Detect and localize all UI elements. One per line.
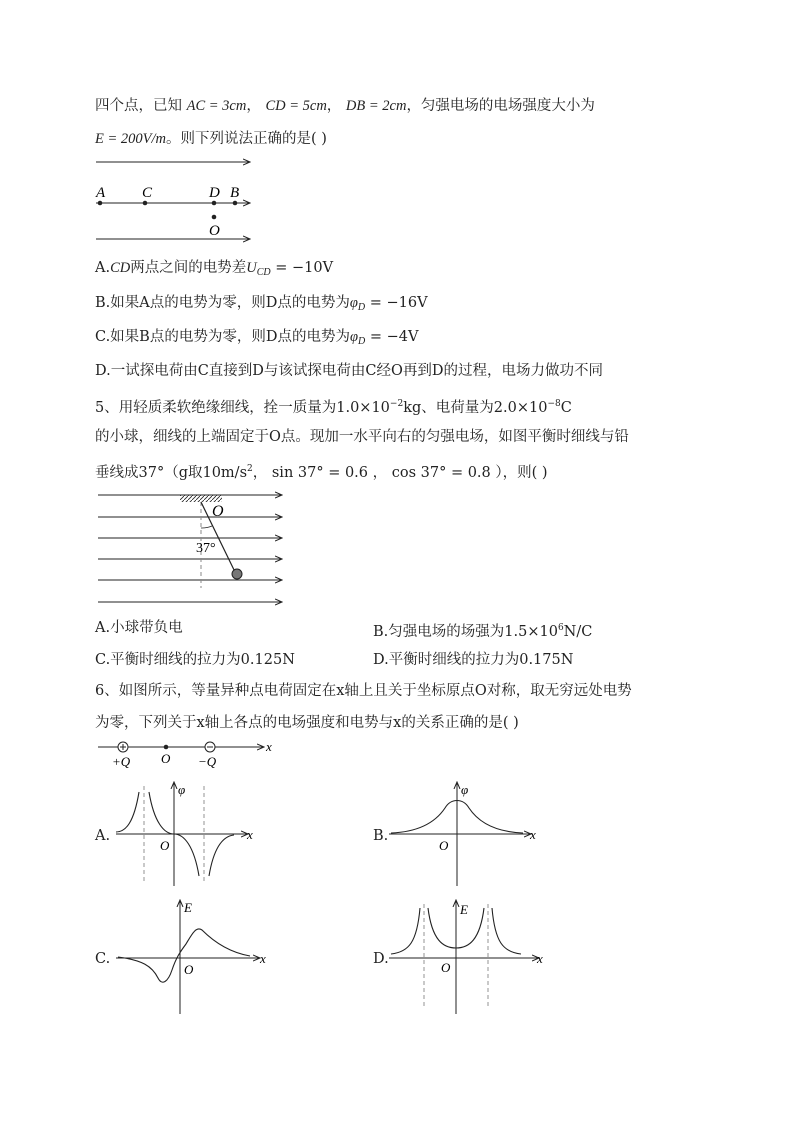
q5-text-line1: 5、用轻质柔软绝缘细线，拴一质量为$1.0\times 10^{-2}kg$、电荷量为$2.0\times 10^{-8}C$	[95, 399, 572, 416]
q4-option-a: A.CD两点之间的电势差$U_{CD} = -10V$	[95, 260, 334, 278]
q4-option-b: B.如果A点的电势为零，则D点的电势为$\varphi_D = -16V$	[95, 295, 428, 313]
label-a: A	[96, 185, 106, 201]
graph-d	[387, 896, 557, 1016]
q5-figure	[96, 488, 296, 608]
svg-text:O: O	[441, 960, 451, 975]
angle-arc	[201, 526, 212, 528]
graph-c-label: C.	[95, 951, 111, 967]
label-angle: 37°	[196, 541, 216, 556]
q5-option-c: C.平衡时细线的拉力为0.125N	[95, 652, 295, 668]
ceiling-hatch	[180, 495, 222, 502]
point-o	[212, 215, 217, 220]
graph-d-label: D.	[373, 951, 389, 967]
label-o: O	[209, 223, 220, 239]
axis-x-label: x	[266, 739, 272, 754]
svg-text:x: x	[537, 951, 543, 966]
svg-text:x: x	[247, 827, 253, 842]
q5-option-a: A.小球带负电	[95, 620, 183, 636]
q5-text-line3: 垂线成37°（g取$10m/s^2$， sin 37° = 0.6 ， cos 37° = 0.8 ），则( )	[95, 464, 548, 481]
svg-text:x: x	[260, 951, 266, 966]
q4-option-c: C.如果B点的电势为零，则D点的电势为$\varphi_D = -4V$	[95, 329, 419, 347]
q5-option-d: D.平衡时细线的拉力为0.175N	[373, 652, 574, 668]
label-minus-q: −Q	[198, 754, 217, 769]
point-a	[98, 201, 103, 206]
q4-option-d: D.一试探电荷由C直接到D与该试探电荷由C经O再到D的过程，电场力做功不同	[95, 363, 604, 379]
curve-right	[209, 835, 234, 876]
q5-option-b: B.匀强电场的场强为$1.5\times 10^6N/C$	[373, 623, 593, 640]
svg-text:E: E	[184, 900, 192, 915]
label-plus-q: +Q	[112, 754, 131, 769]
svg-text:φ: φ	[461, 782, 469, 797]
curve-left	[116, 792, 139, 832]
label-b: B	[230, 185, 240, 201]
label-d: D	[209, 185, 220, 201]
label-o: O	[161, 751, 171, 766]
db-value: DB = 2cm	[345, 98, 407, 114]
ac-value: AC = 3cm	[186, 98, 247, 114]
graph-c	[112, 896, 272, 1016]
q6-text-line1: 6、如图所示，等量异种点电荷固定在x轴上且关于坐标原点O对称，取无穷远处电势	[95, 683, 632, 699]
q4-text-line1: 四个点，已知 AC = 3cm， CD = 5cm， DB = 2cm，匀强电场的电场强度大小为	[95, 98, 595, 114]
q6-text-line2: 为零，下列关于x轴上各点的电场强度和电势与x的关系正确的是( )	[95, 715, 519, 731]
curve-left	[391, 908, 420, 954]
q4-text-line2: E = 200V/m。则下列说法正确的是( )	[95, 131, 327, 147]
graph-a	[112, 778, 262, 888]
curve-right	[492, 908, 521, 954]
graph-a-label: A.	[95, 828, 111, 844]
point-c	[143, 201, 148, 206]
svg-text:O: O	[439, 838, 449, 853]
origin-point	[164, 745, 169, 750]
cd-value: CD = 5cm	[265, 98, 327, 114]
label-o: O	[212, 503, 224, 520]
svg-text:φ: φ	[178, 782, 186, 797]
svg-text:O: O	[160, 838, 170, 853]
q6-charge-axis	[96, 740, 286, 770]
point-b	[233, 201, 238, 206]
svg-text:x: x	[530, 827, 536, 842]
point-d	[212, 201, 217, 206]
svg-text:O: O	[184, 962, 194, 977]
svg-text:E: E	[460, 902, 468, 917]
graph-b	[387, 778, 547, 888]
q4-figure	[92, 152, 352, 242]
graph-b-label: B.	[373, 828, 389, 844]
field-strength: E = 200V/m	[95, 131, 166, 147]
label-c: C	[142, 185, 153, 201]
ball	[232, 569, 242, 579]
q5-text-line2: 的小球，细线的上端固定于O点。现加一水平向右的匀强电场，如图平衡时细线与铅	[95, 429, 629, 445]
